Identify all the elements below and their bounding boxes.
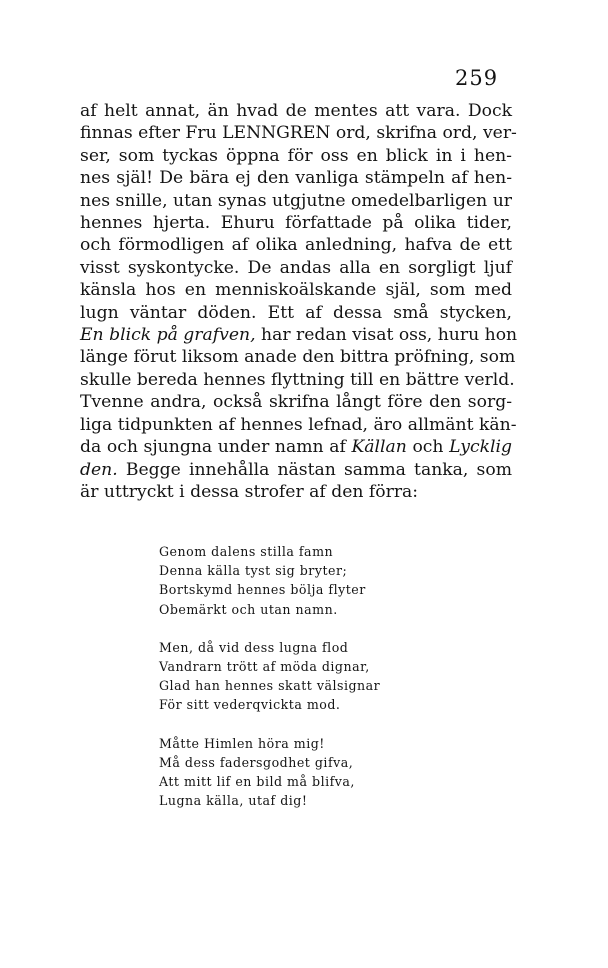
work-title: En blick på grafven, <box>80 325 256 346</box>
prose-line: är uttryckt i dessa strofer af den förra: <box>80 481 419 502</box>
prose-line: da och sjungna under namn af Källan och Lycklig <box>80 437 512 458</box>
prose-line: skulle bereda hennes flyttning till en bättre verld. <box>80 369 515 390</box>
verse-line: Att mitt lif en bild må blifva, <box>159 774 355 790</box>
work-title: Lycklig <box>449 437 512 458</box>
work-title: den. <box>80 459 118 480</box>
verse-line: Obemärkt och utan namn. <box>159 601 338 617</box>
poem-stanza <box>159 734 380 811</box>
prose-line: ser, som tyckas öppna för oss en blick in i hen- <box>80 145 512 166</box>
verse-line: Men, då vid dess lugna flod <box>159 639 349 655</box>
prose-line: länge förut liksom anade den bittra pröfning, som <box>80 347 516 368</box>
prose-line: visst syskontycke. De andas alla en sorgligt ljuf <box>80 257 512 278</box>
prose-line: Tvenne andra, också skrifna långt före den sorg- <box>80 392 512 413</box>
prose-line: känsla hos en menniskoälskande själ, som med <box>80 280 512 301</box>
verse-line: Måtte Himlen höra mig! <box>159 735 325 751</box>
prose-line: och förmodligen af olika anledning, hafva de ett <box>80 235 512 256</box>
prose-line: den. Begge innehålla nästan samma tanka, som <box>80 459 512 480</box>
prose-line: nes snille, utan synas utgjutne omedelbarligen ur <box>80 190 512 211</box>
verse-line: Må dess fadersgodhet gifva, <box>159 754 354 770</box>
poem-stanza <box>159 638 380 715</box>
verse-line: Genom dalens stilla famn <box>159 544 334 559</box>
poem-block <box>159 542 380 829</box>
prose-line: nes själ! De bära ej den vanliga stämpeln af hen- <box>80 168 512 189</box>
author-name: LENNGREN <box>222 123 331 144</box>
prose-line: lugn väntar döden. Ett af dessa små stycken, <box>80 302 512 323</box>
verse-line: Vandrarn trött af möda dignar, <box>159 659 370 675</box>
verse-line: Glad han hennes skatt välsignar <box>159 678 381 694</box>
page-number: 259 <box>455 66 499 90</box>
work-title: Källan <box>351 437 407 458</box>
prose-line: hennes hjerta. Ehuru författade på olika tider, <box>80 213 512 234</box>
verse-line: Lugna källa, utaf dig! <box>159 793 308 809</box>
verse-line: För sitt vederqvickta mod. <box>159 697 341 713</box>
verse-line: Bortskymd hennes bölja flyter <box>159 582 366 598</box>
poem-stanza <box>159 542 380 619</box>
prose-line: af helt annat, än hvad de mentes att vara. Dock <box>80 101 512 121</box>
prose-line: En blick på grafven, har redan visat oss, huru hon <box>80 325 518 346</box>
prose-paragraph <box>80 100 518 503</box>
prose-line: finnas efter Fru LENNGREN ord, skrifna ord, ver- <box>80 123 517 144</box>
prose-line: liga tidpunkten af hennes lefnad, äro allmänt kän- <box>80 414 517 435</box>
verse-line: Denna källa tyst sig bryter; <box>159 563 348 579</box>
